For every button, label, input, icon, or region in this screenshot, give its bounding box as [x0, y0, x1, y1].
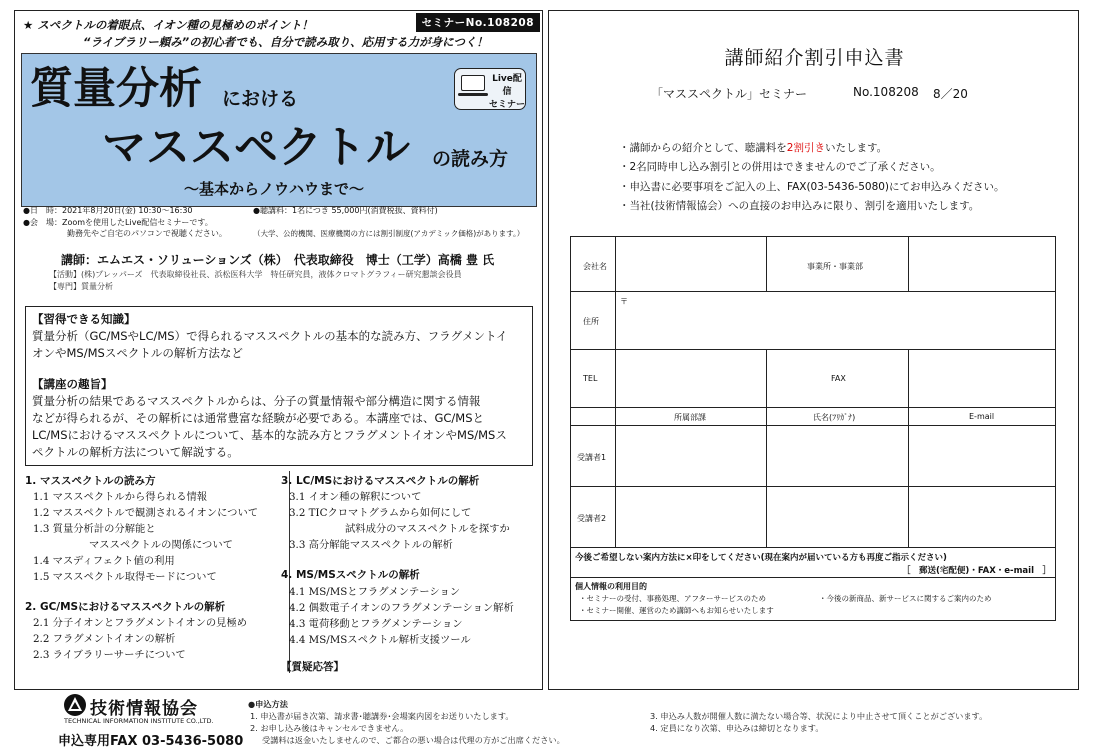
guide-text: 今後ご希望しない案内方法に×印をしてください(現在案内が届いている方も再度ご指示ください) — [575, 553, 947, 563]
tel-label: TEL — [583, 374, 598, 383]
fax-field[interactable] — [908, 350, 1055, 407]
method-heading: ●申込方法 — [248, 699, 288, 709]
address-label: 住所 — [583, 317, 599, 326]
org-english-name: TECHNICAL INFORMATION INSTITUTE CO.,LTD. — [64, 717, 214, 725]
tel-fax-row — [571, 350, 1055, 408]
program-item: マススペクトルの関係について — [89, 539, 233, 551]
application-form-page — [548, 10, 1079, 690]
address-field[interactable] — [615, 292, 1055, 349]
name-label: 氏名(ﾌﾘｶﾞﾅ) — [813, 413, 856, 422]
note-direct: ・当社(技術情報協会）への直接のお申込みに限り、割引を適用いたします。 — [619, 200, 980, 212]
office-field[interactable] — [908, 237, 1055, 291]
office-label-cell — [766, 237, 908, 291]
attendee1-dept-field[interactable] — [615, 426, 766, 486]
venue-info: ●会 場：Zoomを使用したLive配信セミナーです。 — [23, 218, 213, 227]
attendee1-email-field[interactable] — [908, 426, 1055, 486]
application-form — [570, 236, 1056, 621]
laptop-icon — [461, 75, 485, 91]
program-item: 3.2 TICクロマトグラムから如何にして — [289, 507, 472, 519]
knowledge-line-1: 質量分析（GC/MSやLC/MS）で得られるマススペクトルの基本的な読み方、フラグメントイ — [32, 329, 508, 343]
live-label — [489, 73, 525, 112]
attendee1-row — [571, 426, 1055, 487]
attendee2-row — [571, 487, 1055, 548]
seminar-flyer — [14, 10, 543, 690]
date-info: ●日 時：2021年8月20日(金) 10:30～16:30 — [23, 206, 193, 215]
org-name: 技術情報協会 — [90, 699, 198, 719]
program-item: 1.3 質量分析計の分解能と — [33, 523, 156, 535]
email-label: E-mail — [969, 412, 995, 421]
note-discount-b: いたします。 — [824, 142, 888, 154]
title-small-2: の読み方 — [432, 148, 509, 170]
dept-header — [615, 408, 766, 425]
note-discount-red: 2割引き — [786, 142, 825, 154]
knowledge-heading: 【習得できる知識】 — [32, 312, 136, 326]
fax-label-cell — [766, 350, 908, 407]
program-item: 1.4 マスディフェクト値の利用 — [33, 555, 175, 567]
program-item: 2.3 ライブラリーサーチについて — [33, 649, 186, 661]
title-small-1: における — [222, 88, 299, 110]
lecturer: 講師：エムエス・ソリューションズ（株） 代表取締役 博士（工学）高橋 豊 氏 — [61, 253, 495, 267]
note-fax: ・申込書に必要事項をご記入の上、FAX(03-5436-5080)にてお申込みください。 — [619, 181, 1005, 193]
program-section: 【質疑応答】 — [281, 661, 344, 673]
guide-options[interactable]: ［ 郵送(宅配便)・FAX・e-mail ］ — [902, 566, 1051, 576]
tel-field[interactable] — [615, 350, 766, 407]
guide-row — [571, 548, 1055, 578]
privacy-1: ・セミナーの受付、事務処理、アフターサービスのため — [579, 594, 766, 603]
live-label-1: Live配信 — [492, 74, 522, 97]
company-field[interactable] — [615, 237, 766, 291]
program-section: 4. MS/MSスペクトルの解析 — [281, 569, 420, 581]
knowledge-line-2: オンやMS/MSスペクトルの解析方法など — [32, 346, 243, 360]
fee-info: ●聴講料：1名につき 55,000円(消費税抜、資料付) — [253, 206, 438, 215]
program-item: 4.1 MS/MSとフラグメンテーション — [289, 586, 461, 598]
purpose-line-1: 質量分析の結果であるマススペクトルからは、分子の質量情報や部分構造に関する情報 — [32, 394, 481, 408]
form-seminar-number: No.108208 — [853, 85, 919, 99]
program-item: 4.2 偶数電子イオンのフラグメンテーション解析 — [289, 602, 514, 614]
title-main-2: マススペクトル — [102, 122, 410, 173]
email-header — [908, 408, 1055, 425]
privacy-heading: 個人情報の利用目的 — [575, 582, 647, 591]
purpose-line-4: ペクトルの解析方法について解説する。 — [32, 445, 239, 459]
method-2b: 受講料は返金いたしませんので、ご都合の悪い場合は代理の方がご出席ください。 — [262, 735, 565, 745]
subtitle: ～基本からノウハウまで～ — [184, 180, 365, 198]
note-discount-a: ・講師からの紹介として、聴講料を — [619, 142, 787, 154]
program-item: 1.2 マススペクトルで観測されるイオンについて — [33, 507, 259, 519]
note-discount — [619, 140, 887, 155]
purpose-line-2: などが得られるが、その解析には通常豊富な経験が必要である。本講座では、GC/MSと — [32, 411, 485, 425]
zip-mark: 〒 — [620, 297, 628, 306]
program-item: 試料成分のマススペクトルを探すか — [345, 523, 510, 535]
fax-label: FAX — [831, 374, 846, 383]
laptop-base — [458, 93, 488, 96]
form-title: 講師紹介割引申込書 — [724, 47, 905, 69]
program-section: 1. マススペクトルの読み方 — [25, 475, 156, 487]
company-label: 会社名 — [583, 262, 607, 271]
program-item: 3.3 高分解能マススペクトルの解析 — [289, 539, 453, 551]
org-logo-icon — [64, 694, 86, 716]
company-row — [571, 237, 1055, 292]
form-seminar-name: 「マススペクトル」セミナー — [651, 87, 808, 101]
attendee2-email-field[interactable] — [908, 487, 1055, 547]
address-row — [571, 292, 1055, 350]
program-item: 2.2 フラグメントイオンの解析 — [33, 633, 176, 645]
live-label-2: セミナー — [489, 100, 526, 110]
title-banner — [21, 53, 537, 207]
privacy-row — [571, 578, 1055, 620]
program-item: 4.3 電荷移動とフラグメンテーション — [289, 618, 463, 630]
program-section: 3. LC/MSにおけるマススペクトルの解析 — [281, 475, 480, 487]
note-combination: ・2名同時申し込み割引との併用はできませんのでご了承ください。 — [619, 161, 941, 173]
privacy-3: ・セミナー開催、運営のため講師へもお知らせいたします — [579, 606, 774, 615]
attendee-header-row — [571, 408, 1055, 426]
purpose-line-3: LC/MSにおけるマススペクトルについて、基本的な読み方とフラグメントイオンやMS/MSス — [32, 428, 507, 442]
attendee1-label: 受講者1 — [577, 453, 607, 462]
attendee1-name-field[interactable] — [766, 426, 908, 486]
program-section: 2. GC/MSにおけるマススペクトルの解析 — [25, 601, 226, 613]
attendee2-label: 受講者2 — [577, 514, 607, 523]
tagline-2: “ライブラリー頼み”の初心者でも、自分で読み取り、応用する力が身につく！ — [83, 35, 488, 49]
purpose-heading: 【講座の趣旨】 — [32, 377, 113, 391]
program-item: 1.1 マススペクトルから得られる情報 — [33, 491, 208, 503]
method-4: 4. 定員になり次第、申込みは締切となります。 — [650, 723, 824, 733]
name-header — [766, 408, 908, 425]
live-stream-badge — [454, 68, 526, 110]
method-3: 3. 申込み人数が開催人数に満たない場合等、状況により中止させて頂くことがございます。 — [650, 711, 988, 721]
office-label: 事業所・事業部 — [807, 262, 863, 271]
method-1: 1. 申込書が届き次第、請求書･聴講券･会場案内図をお送りいたします。 — [250, 711, 514, 721]
method-2: 2. お申し込み後はキャンセルできません。 — [250, 723, 409, 733]
application-fax: 申込専用FAX 03-5436-5080 — [58, 734, 244, 749]
lecturer-specialty: 【専門】質量分析 — [49, 282, 113, 291]
program-item: 1.5 マススペクトル取得モードについて — [33, 571, 217, 583]
privacy-2: ・今後の新商品、新サービスに関するご案内のため — [819, 594, 992, 603]
title-main-1: 質量分析 — [30, 64, 202, 114]
program-item: 4.4 MS/MSスペクトル解析支援ツール — [289, 634, 471, 646]
venue-info-2: 勤務先やご自宅のパソコンで視聴ください。 — [67, 229, 227, 238]
lecturer-activity: 【活動】(株)プレッパーズ 代表取締役社長、浜松医科大学 特任研究員，液体クロマトグラフィー研究懇談会役員 — [49, 270, 462, 279]
attendee2-name-field[interactable] — [766, 487, 908, 547]
attendee2-dept-field[interactable] — [615, 487, 766, 547]
overview-box — [25, 306, 533, 466]
program-item: 2.1 分子イオンとフラグメントイオンの見極め — [33, 617, 248, 629]
program-item: 3.1 イオン種の解釈について — [289, 491, 422, 503]
fee-note: （大学、公的機関、医療機関の方には割引制度(アカデミック価格)があります。） — [253, 229, 525, 238]
form-seminar-date: 8／20 — [933, 87, 968, 101]
tagline-1: ★ スペクトルの着眼点、イオン種の見極めのポイント！ — [23, 18, 313, 32]
dept-label: 所属部課 — [674, 413, 706, 422]
seminar-number-badge: セミナーNo.108208 — [416, 13, 540, 32]
